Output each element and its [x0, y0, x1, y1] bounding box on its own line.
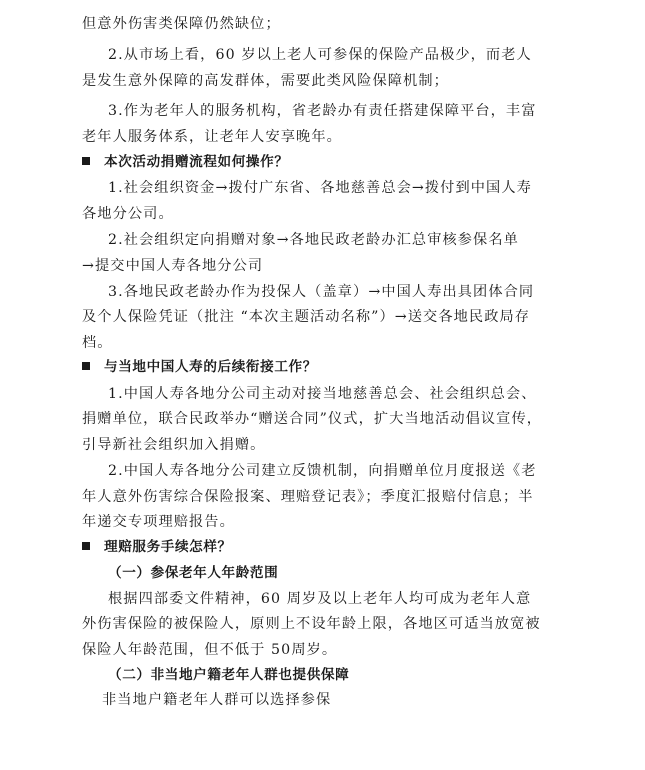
subsection-heading: （二）非当地户籍老年人群也提供保障: [108, 667, 350, 683]
square-bullet-icon: [82, 542, 90, 550]
text-line: 3.各地民政老龄办作为投保人（盖章）→中国人寿出具团体合同: [108, 284, 535, 300]
section-heading: 本次活动捐赠流程如何操作？: [82, 152, 289, 172]
section-heading: 理赔服务手续怎样？: [82, 537, 232, 557]
text-line: 档。: [82, 335, 113, 351]
subsection-heading: （一）参保老年人年龄范围: [108, 565, 279, 581]
text-line: 但意外伤害类保障仍然缺位；: [82, 16, 281, 32]
text-line: 外伤害保险的被保险人，原则上不设年龄上限，各地区可适当放宽被: [82, 616, 541, 632]
text-line: 1.社会组织资金→拨付广东省、各地慈善总会→拨付到中国人寿: [108, 180, 532, 196]
text-line: 各地分公司。: [82, 206, 174, 222]
text-line: 3.作为老年人的服务机构，省老龄办有责任搭建保障平台，丰富: [108, 103, 537, 119]
text-line: 非当地户籍老年人群可以选择参保: [102, 692, 332, 708]
text-line: 保险人年龄范围，但不低于 50周岁。: [82, 642, 338, 658]
text-line: 年递交专项理赔报告。: [82, 514, 235, 530]
text-line: 年人意外伤害综合保险报案、理赔登记表》；季度汇报赔付信息；半: [82, 489, 534, 505]
text-line: 引导新社会组织加入捐赠。: [82, 437, 266, 453]
section-heading: 与当地中国人寿的后续衔接工作？: [82, 357, 317, 377]
text-line: →提交中国人寿各地分公司: [82, 258, 264, 274]
square-bullet-icon: [82, 157, 90, 165]
text-line: 2.中国人寿各地分公司建立反馈机制，向捐赠单位月度报送《老: [108, 463, 537, 479]
text-line: 老年人服务体系，让老年人安享晚年。: [82, 129, 342, 145]
text-line: 捐赠单位，联合民政举办“赠送合同”仪式，扩大当地活动倡议宣传，: [82, 411, 543, 427]
text-line: 2.从市场上看，60 岁以上老人可参保的保险产品极少，而老人: [108, 47, 532, 63]
text-line: 根据四部委文件精神，60 周岁及以上老年人均可成为老年人意: [108, 591, 532, 607]
text-line: 2.社会组织定向捐赠对象→各地民政老龄办汇总审核参保名单: [108, 232, 519, 248]
text-line: 及个人保险凭证（批注 “本次主题活动名称”）→送交各地民政局存: [82, 309, 531, 325]
text-line: 是发生意外保障的高发群体，需要此类风险保障机制；: [82, 73, 449, 89]
text-line: 1.中国人寿各地分公司主动对接当地慈善总会、社会组织总会、: [108, 386, 537, 402]
square-bullet-icon: [82, 362, 90, 370]
